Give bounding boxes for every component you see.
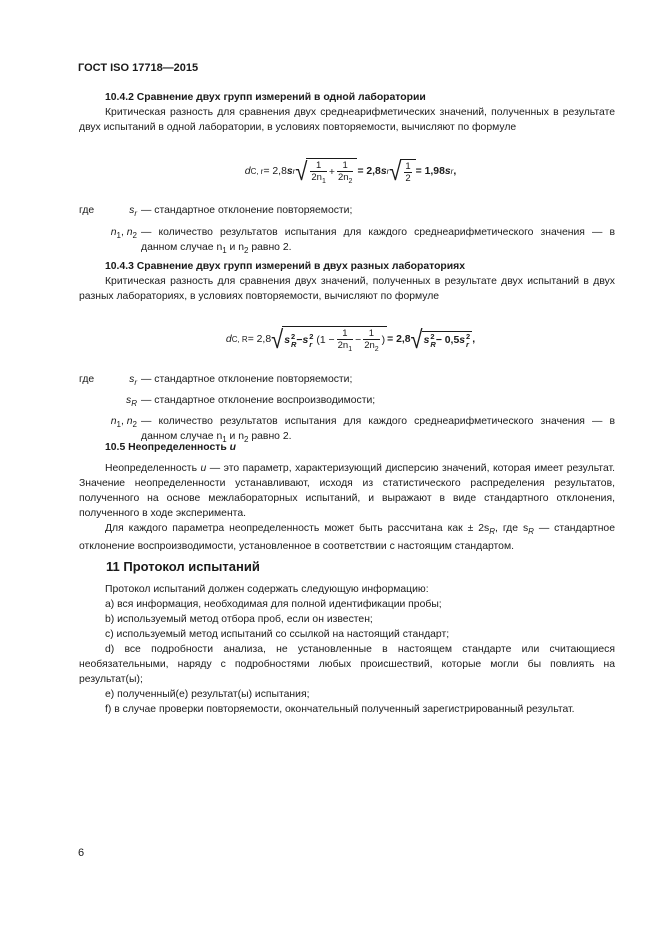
- formula-text: ): [381, 335, 386, 347]
- frac-sub: 1: [348, 345, 353, 353]
- list-item: e) полученный(е) результат(ы) испытания;: [105, 689, 310, 700]
- def-subscript: r: [134, 209, 137, 219]
- paragraph: Критическая разность для сравнения двух значений, полученных в результате двух испытаний в двух разных лабораториях, в условиях повторяемости, вычисляют по формуле: [79, 276, 615, 302]
- def-subscript: R: [131, 399, 137, 409]
- def-text: и n: [226, 431, 245, 443]
- frac-den: 2n: [311, 171, 322, 183]
- frac-den: 2n: [364, 339, 375, 351]
- list-item: f) в случае проверки повторяемости, окончательный полученный зарегистрированный результат.: [105, 704, 575, 715]
- sqrt: √ s 2 R − s 2 r (1 − $\frac{1}{2n_1}$ − $\frac{1}{2n_2}$ ): [271, 325, 386, 354]
- document-header: ГОСТ ISO 17718—2015: [78, 62, 199, 74]
- formula-subscript: R: [430, 339, 436, 349]
- formula-text: (1 −: [316, 335, 335, 347]
- paragraph: Критическая разность для сравнения двух среднеарифметических значений, полученных в результате двух испытаний в одной лаборатории, в условиях повторяемости, вычисляют по формуле: [79, 107, 615, 133]
- frac-sub: 1: [321, 177, 326, 185]
- section-title: 10.5 Неопределенность u: [105, 442, 237, 453]
- def-text: и n: [226, 242, 245, 254]
- formula-text: = 2,8: [247, 334, 272, 346]
- def-text: равно 2.: [248, 242, 292, 254]
- formula-symbol: d: [244, 166, 251, 178]
- paragraph: Для каждого параметра неопределенность может быть рассчитана как ± $2s_R$, где $s_R$ — стандартное отклонение воспроизводимости, установленное в соответствии с настоящим стандартом.: [79, 523, 615, 553]
- def-text: — стандартное отклонение повторяемости;: [141, 374, 353, 385]
- formula-text: −: [296, 335, 303, 347]
- page-number: 6: [78, 847, 85, 859]
- formula-subscript: r: [450, 167, 454, 177]
- formula-text: = 1,98: [415, 166, 445, 178]
- def-text: — количество результатов испытания для каждого среднеарифметического значения — в данном случае n: [141, 416, 615, 443]
- formula-sup: 2: [430, 331, 435, 341]
- list-item: a) вся информация, необходимая для полной идентификации пробы;: [105, 599, 442, 610]
- sqrt: √ $\frac{1}{2}$: [389, 159, 415, 184]
- section-title: 10.4.2 Сравнение двух групп измерений в одной лаборатории: [105, 92, 426, 103]
- frac-den: 2n: [337, 339, 349, 351]
- section-10-5: [79, 440, 615, 554]
- frac-num: 1: [342, 159, 348, 171]
- def-subscript: r: [134, 378, 137, 388]
- formula-text: − 0,5: [435, 335, 460, 347]
- formula-subscript: r: [292, 167, 296, 177]
- list-item: d) все подробности анализа, не установленные в настоящем стандарте или считающиеся необязательными, наряду с подробностями любых происшествий, которые могли бы повлиять на результат(ы);: [79, 644, 615, 685]
- def-symbol: s: [129, 374, 135, 385]
- formula-symbol: s: [286, 166, 293, 178]
- where-label: где: [79, 374, 95, 385]
- formula-text: +: [328, 167, 335, 179]
- formula-symbol: s: [444, 166, 451, 178]
- frac-den: 2n: [337, 171, 349, 183]
- frac-num: 1: [342, 327, 348, 339]
- frac-sub: 2: [374, 345, 379, 353]
- formula-text: ,: [453, 166, 457, 178]
- frac-sub: 2: [348, 177, 353, 185]
- formula-subscript: r: [386, 167, 390, 177]
- def-text: — количество результатов испытания для каждого среднеарифметического значения — в данном случае n: [141, 227, 615, 254]
- sqrt: √ $\frac{1}{2n_1}$ + $\frac{1}{2n_2}$: [295, 158, 357, 187]
- def-text: — стандартное отклонение воспроизводимости;: [141, 395, 376, 407]
- formula-d-c-r-big: [0, 322, 661, 358]
- formula-d-c-r: [0, 155, 661, 189]
- list-item: c) используемый метод испытаний со ссылкой на настоящий стандарт;: [105, 629, 450, 640]
- formula-sup: 2: [466, 331, 471, 341]
- formula-subscript: r: [466, 339, 469, 349]
- frac-num: 1: [405, 161, 411, 173]
- definitions-2: где $s_r$ — стандартное отклонение повторяемости; $s_R$ — стандартное отклонение воспроизводимости; $n_1$, $n_2$ — количество результатов испытания для каждого среднеарифметического значения — в данном случае $n_1$ и $n_2$ равно 2.: [79, 374, 615, 445]
- section-11-title: 11 Протокол испытаний: [106, 559, 260, 574]
- def-symbol: s: [129, 205, 135, 216]
- def-text: — стандартное отклонение повторяемости;: [141, 205, 353, 216]
- formula-sup: 2: [309, 331, 314, 341]
- def-text: равно 2.: [248, 431, 292, 443]
- paragraph: Протокол испытаний должен содержать следующую информацию:: [105, 584, 429, 595]
- section-11: [79, 582, 615, 717]
- frac-den: 2: [405, 173, 411, 185]
- frac-num: 1: [315, 159, 322, 171]
- paragraph: Неопределенность u — это параметр, характеризующий дисперсию значений, которая имеет результат. Значение неопределенности устанавливают, исходя из статистического распределения результатов, полученного на основе межлабораторных испытаний, и выражают в виде стандартного отклонения, полученного в ходе эксперимента.: [79, 463, 615, 519]
- section-10-4-2: [79, 90, 615, 135]
- definitions-1: где $s_r$ — стандартное отклонение повторяемости; $n_1$, $n_2$ — количество результатов испытания для каждого среднеарифметического значения — в данном случае $n_1$ и $n_2$ равно 2.: [79, 205, 615, 256]
- formula-subscript: C, r: [250, 167, 264, 177]
- sqrt: √ s 2 R − 0,5 s 2 r: [410, 325, 471, 354]
- list-item: b) используемый метод отбора проб, если он известен;: [105, 614, 373, 625]
- protocol-list: [79, 597, 615, 717]
- formula-subscript: r: [309, 339, 313, 349]
- formula-text: = 2,8: [263, 166, 287, 178]
- formula-sup: 2: [290, 331, 296, 341]
- formula-subscript: C, R: [231, 335, 248, 345]
- section-title: 10.4.3 Сравнение двух групп измерений в двух разных лабораториях: [105, 261, 465, 272]
- formula-text: = 2,8: [357, 166, 381, 178]
- frac-num: 1: [368, 327, 375, 339]
- formula-text: ,: [472, 334, 476, 346]
- formula-symbol: s: [380, 166, 387, 178]
- formula-subscript: R: [290, 339, 297, 349]
- section-10-4-3: [79, 259, 615, 304]
- formula-symbol: d: [225, 334, 232, 346]
- where-label: где: [79, 205, 95, 216]
- formula-text: = 2,8: [387, 334, 411, 346]
